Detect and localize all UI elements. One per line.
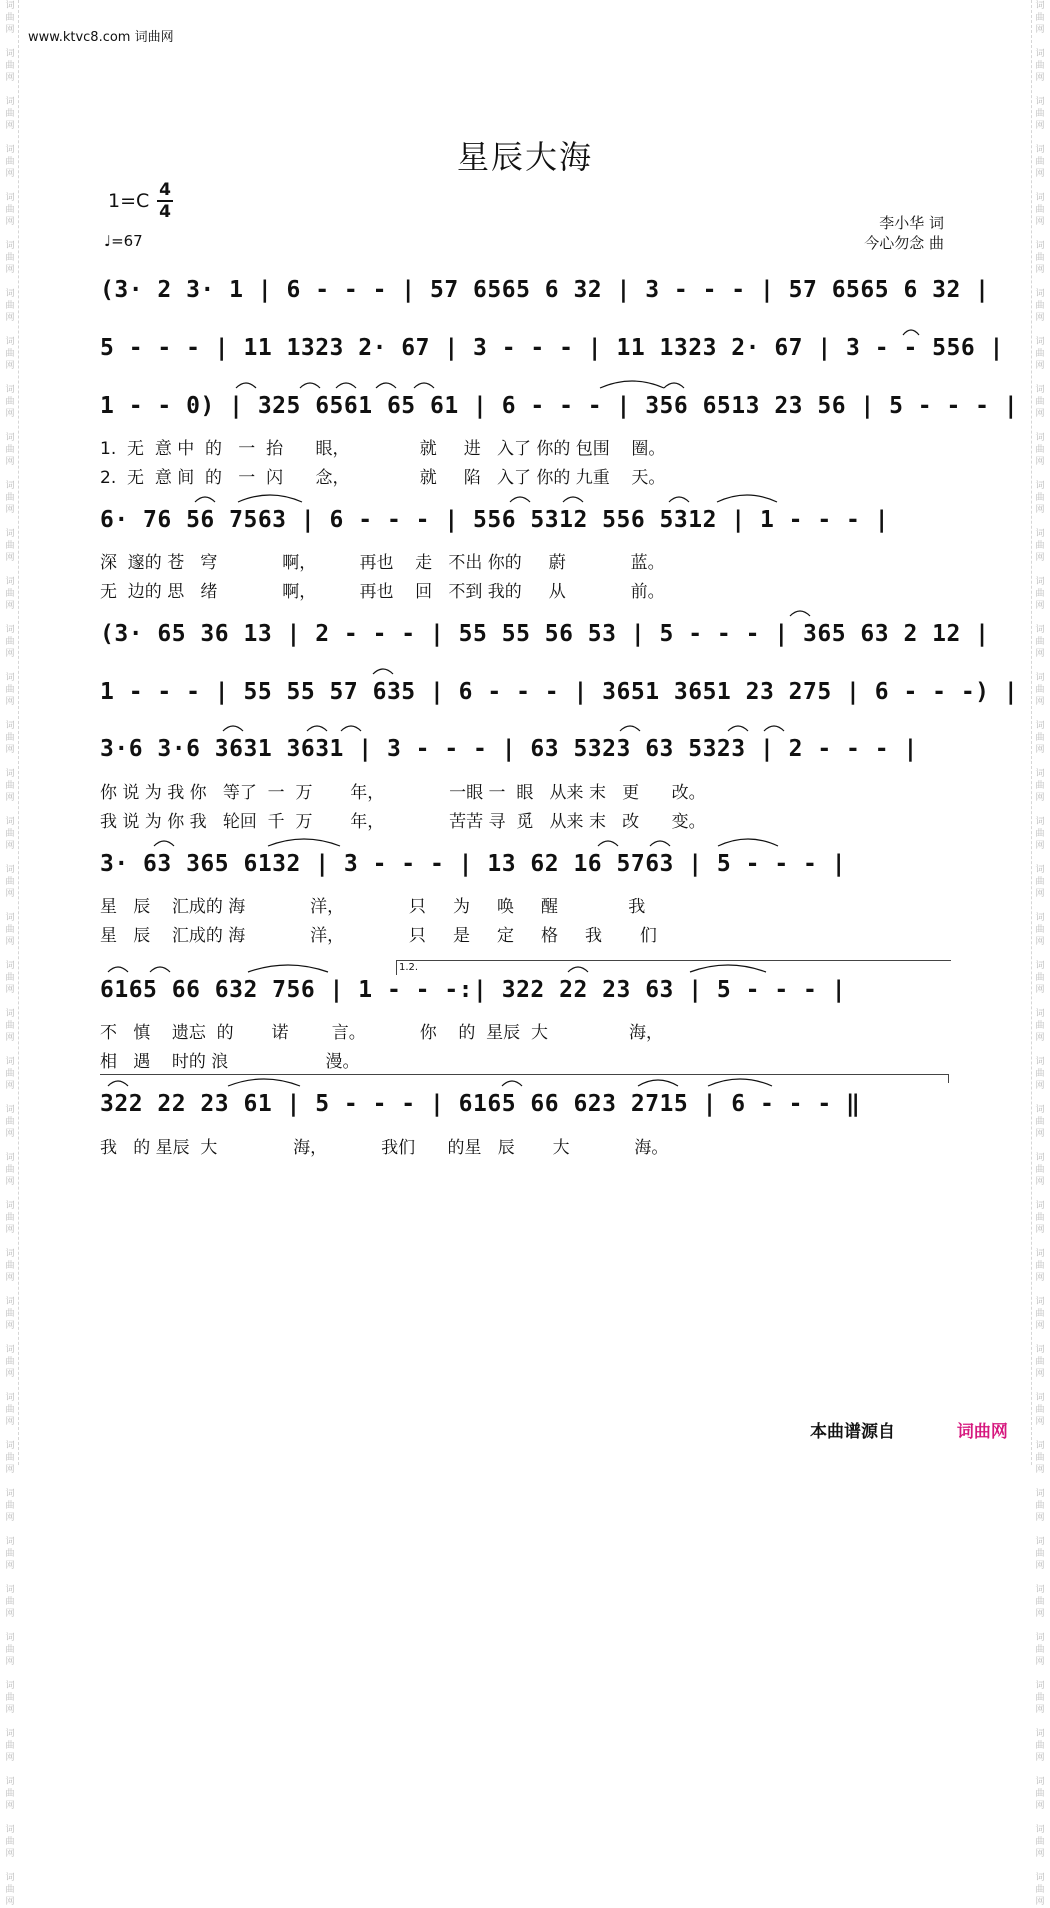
slur [223, 726, 243, 731]
meter-top: 4 [159, 180, 171, 200]
slur [414, 383, 434, 388]
lyric-line: 无 边的 思 绪 啊， 再也 回 不到 我的 从 前。 [100, 582, 665, 602]
volta-bracket [396, 960, 951, 975]
slur [510, 497, 530, 502]
slur [373, 669, 393, 674]
notation: 3· 63 365 6132 | 3 - - - | 13 62 16 5763 | 5 - - - | [100, 851, 847, 877]
slur [154, 841, 174, 846]
lyric-line: 1. 无 意 中 的 一 抬 眼， 就 进 入了 你的 包围 圈。 [100, 439, 666, 459]
slur [664, 383, 684, 388]
slur [150, 967, 170, 972]
score-line-7 [100, 736, 950, 776]
score-line-4 [100, 507, 950, 547]
notation: 3·6 3·6 3631 3631 | 3 - - - | 63 5323 63 5323 | 2 - - - | [100, 736, 918, 762]
slur [238, 495, 302, 502]
slur [718, 839, 778, 846]
slur [600, 381, 664, 388]
lyric-line: 你 说 为 我 你 等了 一 万 年， 一眼 一 眼 从来 末 更 改。 [100, 783, 706, 803]
meter-bottom: 4 [159, 202, 171, 222]
slur [307, 726, 327, 731]
lyric-line: 深 邃的 苍 穹 啊， 再也 走 不出 你的 蔚 蓝。 [100, 553, 665, 573]
lyric-line: 星 辰 汇成的 海 洋， 只 为 唤 醒 我 [100, 897, 646, 917]
slur [248, 965, 328, 972]
notation: (3· 2 3· 1 | 6 - - - | 57 6565 6 32 | 3 - - - | 57 6565 6 32 | [100, 277, 990, 303]
slur [376, 383, 396, 388]
slur [563, 497, 583, 502]
notation: 6165 66 632 756 | 1 - - -:| 322 22 23 63 | 5 - - - | [100, 977, 847, 1003]
slur [764, 726, 784, 731]
footer [810, 1417, 1008, 1442]
lyric-line: 我 的 星辰 大 海， 我们 的星 辰 大 海。 [100, 1138, 669, 1158]
notation: 5 - - - | 11 1323 2· 67 | 3 - - - | 11 1323 2· 67 | 3 - - 556 | [100, 335, 1004, 361]
score-line-2 [100, 335, 1004, 375]
site-url: www.ktvc8.com 词曲网 [28, 30, 174, 45]
brand-link[interactable]: 词曲网 [956, 1422, 1008, 1442]
lyricist: 李小华 词 [879, 214, 944, 232]
right-watermark-strip: 词 曲 网 词 曲 网 词 曲 网 词 曲 网 词 曲 网 词 曲 网 词 曲 网 词 曲 网 词 曲 网 词 曲 网 词 曲 网 词 曲 网 词 曲 网 词 曲 网 词 曲 网 词 曲 网 词 曲 网 词 曲 网 词 曲 网 词 曲 网 词 曲 网 词 曲 网 词 曲 网 词 曲 网 词 曲 网 词 曲 网 词 曲 网 词 曲 网 词 曲 网 词 曲 网 词 曲 网 词 曲 网 词 曲 网 词 曲 网 词 曲 网 词 曲 网 词 曲 网 词 曲 网 词 曲 网 词 曲 网 [1031, 0, 1048, 1465]
notation: 6· 76 56 7563 | 6 - - - | 556 5312 556 5312 | 1 - - - | [100, 507, 890, 533]
slur [790, 611, 810, 616]
score-line-8 [100, 851, 950, 891]
score-line-5 [100, 621, 990, 661]
slur [108, 967, 128, 972]
slur [728, 726, 748, 731]
lyric-line: 我 说 为 你 我 轮回 千 万 年， 苦苦 寻 觅 从来 末 改 变。 [100, 812, 706, 832]
slur [650, 841, 670, 846]
slur [236, 383, 256, 388]
tempo-mark: ♩=67 [104, 232, 143, 250]
slur [300, 383, 320, 388]
slur [195, 497, 215, 502]
source-label: 本曲谱源自 [810, 1422, 895, 1442]
slur [336, 383, 356, 388]
notation: (3· 65 36 13 | 2 - - - | 55 55 56 53 | 5 - - - | 365 63 2 12 | [100, 621, 990, 647]
song-title: 星辰大海 [456, 138, 593, 176]
notation: 1 - - 0) | 325 6561 65 61 | 6 - - - | 356 6513 23 56 | 5 - - - | [100, 393, 1019, 419]
lyric-line: 不 慎 遗忘 的 诺 言。 你 的 星辰 大 海， [100, 1023, 664, 1043]
slur [620, 726, 640, 731]
slur [717, 495, 777, 502]
composer: 今心勿念 曲 [864, 234, 944, 252]
score-line-10 [100, 1091, 950, 1131]
volta-label: 1.2. [399, 962, 419, 973]
lyric-line: 相 遇 时的 浪 漫。 [100, 1052, 360, 1072]
score-line-6 [100, 679, 1019, 719]
notation: 1 - - - | 55 55 57 635 | 6 - - - | 3651 3651 23 275 | 6 - - -) | [100, 679, 1019, 705]
notation: 322 22 23 61 | 5 - - - | 6165 66 623 2715 | 6 - - - ‖ [100, 1091, 861, 1117]
score-line-9 [100, 977, 950, 1017]
slur [341, 726, 361, 731]
slur [268, 839, 340, 846]
slur [669, 497, 689, 502]
credits [864, 213, 944, 253]
ending-bracket [100, 1074, 949, 1083]
slur [598, 841, 618, 846]
time-signature [155, 180, 175, 222]
lyric-line: 星 辰 汇成的 海 洋， 只 是 定 格 我 们 [100, 926, 657, 946]
score-line-1 [100, 277, 990, 317]
lyric-line: 2. 无 意 间 的 一 闪 念， 就 陷 入了 你的 九重 天。 [100, 468, 666, 488]
key-signature: 1=C [108, 190, 150, 212]
score-line-3 [100, 393, 1019, 433]
left-watermark-strip: 词 曲 网 词 曲 网 词 曲 网 词 曲 网 词 曲 网 词 曲 网 词 曲 网 词 曲 网 词 曲 网 词 曲 网 词 曲 网 词 曲 网 词 曲 网 词 曲 网 词 曲 网 词 曲 网 词 曲 网 词 曲 网 词 曲 网 词 曲 网 词 曲 网 词 曲 网 词 曲 网 词 曲 网 词 曲 网 词 曲 网 词 曲 网 词 曲 网 词 曲 网 词 曲 网 词 曲 网 词 曲 网 词 曲 网 词 曲 网 词 曲 网 词 曲 网 词 曲 网 词 曲 网 词 曲 网 词 曲 网 [2, 0, 19, 1465]
